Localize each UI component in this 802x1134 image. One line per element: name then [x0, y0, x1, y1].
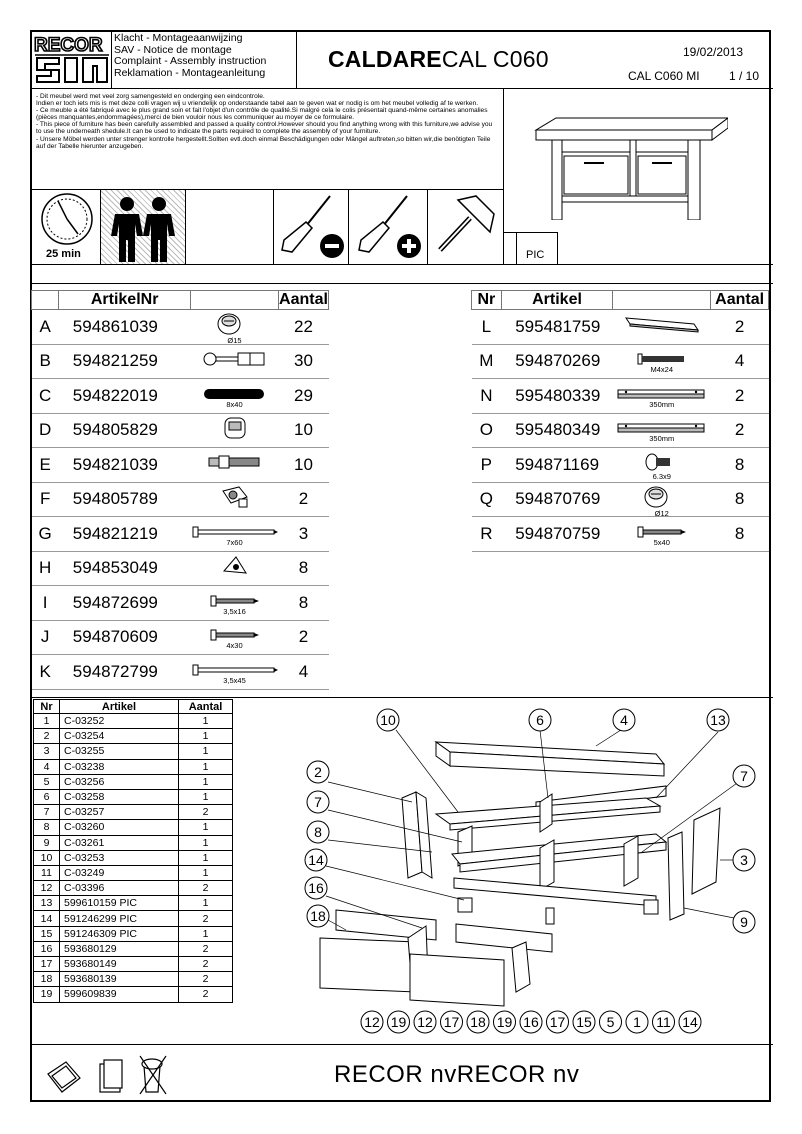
panel-row — [34, 850, 233, 865]
doc-type-fr: SAV - Notice de montage — [114, 43, 232, 56]
part-row — [472, 379, 769, 414]
part-number: 594805789 — [59, 482, 191, 517]
panel-quantity: 1 — [179, 820, 233, 835]
part-letter: K — [32, 655, 59, 690]
part-number: 595480339 — [501, 379, 613, 414]
part-letter: D — [32, 413, 59, 448]
cam-lock-icon — [215, 311, 255, 337]
callout-label: 9 — [740, 914, 748, 930]
panel-nr: 11 — [34, 865, 60, 880]
exploded-assembly-diagram — [236, 702, 766, 1038]
drawer-slide-icon — [616, 421, 708, 435]
panels-top-divider — [30, 697, 773, 698]
callout-label: 16 — [308, 880, 324, 896]
hammer-icon — [430, 192, 502, 262]
part-letter: A — [32, 310, 59, 345]
callout-label: 13 — [710, 712, 726, 728]
shelf-support-icon — [215, 414, 255, 442]
part-size-note: Ø15 — [227, 336, 242, 346]
panel-row — [34, 714, 233, 729]
panel-row — [34, 911, 233, 926]
panel-nr: 12 — [34, 881, 60, 896]
header-divider — [30, 88, 773, 89]
part-row — [472, 344, 769, 379]
title-bold: CALDARE — [328, 46, 442, 72]
assembly-time: 25 min — [46, 248, 81, 260]
part-row — [32, 379, 329, 414]
part-letter: O — [472, 413, 502, 448]
part-letter: P — [472, 448, 502, 483]
part-quantity: 8 — [711, 517, 769, 552]
cam-lock-icon — [642, 484, 682, 510]
preview-divider — [503, 88, 504, 264]
panel-quantity: 2 — [179, 805, 233, 820]
panel-article: C-03261 — [60, 835, 179, 850]
callout-label: 18 — [470, 1014, 486, 1030]
panel-article: C-03255 — [60, 744, 179, 759]
panel-quantity: 1 — [179, 865, 233, 880]
quality-notice — [36, 93, 498, 150]
panel-row — [34, 835, 233, 850]
document-date: 19/02/2013 — [683, 45, 744, 59]
part-row — [32, 586, 329, 621]
panel-nr: 10 — [34, 850, 60, 865]
callout-label: 17 — [443, 1014, 460, 1030]
part-letter: F — [32, 482, 59, 517]
notice-line: - Dit meubel werd met veel zorg samengesteld en onderging een eindcontrole. — [36, 93, 265, 100]
column-header: Aantal — [711, 291, 769, 310]
part-number: 594872799 — [59, 655, 191, 690]
callout-label: 19 — [390, 1014, 407, 1030]
part-number: 594805829 — [59, 413, 191, 448]
part-size-note: 350mm — [649, 399, 675, 409]
part-image — [191, 344, 279, 379]
panel-row — [34, 820, 233, 835]
panel-nr: 1 — [34, 714, 60, 729]
part-row — [32, 620, 329, 655]
panel-article: 593680139 — [60, 972, 179, 987]
panel-article: C-03254 — [60, 729, 179, 744]
title-light: CAL C060 — [441, 46, 549, 72]
recor-logo — [33, 32, 111, 86]
panel-nr: 5 — [34, 774, 60, 789]
panel-article: 591246299 PIC — [60, 911, 179, 926]
callout-label: 3 — [740, 852, 748, 868]
svg-text:RECOR: RECOR — [34, 35, 103, 56]
callout-label: 2 — [314, 764, 322, 780]
part-letter: J — [32, 620, 59, 655]
part-letter: E — [32, 448, 59, 483]
panel-row — [34, 957, 233, 972]
part-image — [191, 517, 279, 552]
part-quantity: 10 — [279, 448, 329, 483]
pic-divider — [557, 232, 558, 264]
callout-label: 6 — [536, 712, 544, 728]
part-row — [32, 551, 329, 586]
part-image — [191, 551, 279, 586]
footer-divider — [30, 1044, 773, 1045]
part-quantity: 2 — [279, 620, 329, 655]
panel-article: C-03256 — [60, 774, 179, 789]
panel-row — [34, 759, 233, 774]
part-image — [613, 344, 711, 379]
part-row — [32, 344, 329, 379]
panel-row — [34, 789, 233, 804]
panel-row — [34, 865, 233, 880]
connector-bolt-icon — [205, 454, 265, 470]
panel-quantity: 1 — [179, 850, 233, 865]
part-image — [191, 482, 279, 517]
callout-label: 7 — [314, 794, 322, 810]
hardware-table-right — [471, 290, 769, 552]
callout-label: 17 — [549, 1014, 566, 1030]
part-quantity: 8 — [279, 551, 329, 586]
notice-line: Indien er toch iets mis is met deze colli vragen wij u vriendelijk op onderstaande tabel aan te geven wat er nodig is om het meubel volledig af te werken. — [36, 100, 479, 108]
rail-icon — [622, 314, 702, 334]
panel-quantity: 1 — [179, 835, 233, 850]
panel-article: C-03258 — [60, 789, 179, 804]
panel-row — [34, 774, 233, 789]
callout-label: 7 — [740, 768, 748, 784]
panel-nr: 16 — [34, 941, 60, 956]
part-size-note: 3,5x16 — [223, 606, 246, 616]
part-size-note: 350mm — [649, 434, 675, 444]
panel-quantity: 1 — [179, 926, 233, 941]
panel-quantity: 2 — [179, 941, 233, 956]
wall-bracket-icon — [215, 483, 255, 511]
panel-row — [34, 926, 233, 941]
part-row — [32, 655, 329, 690]
part-quantity: 4 — [279, 655, 329, 690]
part-size-note: 7x60 — [226, 537, 243, 547]
screw-icon — [209, 628, 261, 642]
part-number: 594822019 — [59, 379, 191, 414]
panel-row — [34, 805, 233, 820]
panel-article: C-03249 — [60, 865, 179, 880]
callout-label: 15 — [576, 1014, 592, 1030]
part-quantity: 2 — [711, 413, 769, 448]
logo-divider — [111, 30, 112, 88]
cam-bolt-icon — [202, 350, 268, 368]
tool-divider — [185, 189, 186, 264]
part-quantity: 3 — [279, 517, 329, 552]
panel-article: 599609839 — [60, 987, 179, 1002]
part-image — [191, 379, 279, 414]
panel-quantity: 1 — [179, 729, 233, 744]
part-quantity: 8 — [711, 482, 769, 517]
panel-row — [34, 941, 233, 956]
packaging-disposal-icons — [44, 1052, 174, 1096]
panel-quantity: 1 — [179, 774, 233, 789]
column-header: Nr — [34, 700, 60, 714]
hardware-table-left — [31, 290, 329, 690]
part-image — [191, 310, 279, 345]
part-number: 594870609 — [59, 620, 191, 655]
part-number: 594861039 — [59, 310, 191, 345]
panel-article: C-03253 — [60, 850, 179, 865]
panel-nr: 14 — [34, 911, 60, 926]
panel-quantity: 1 — [179, 789, 233, 804]
column-header: Aantal — [179, 700, 233, 714]
part-image — [613, 310, 711, 345]
doc-type-en: Complaint - Assembly instruction — [114, 55, 267, 67]
callout-label: 8 — [314, 824, 322, 840]
flat-screwdriver-icon — [276, 192, 348, 262]
column-header — [32, 291, 59, 310]
part-number: 594821219 — [59, 517, 191, 552]
part-quantity: 2 — [279, 482, 329, 517]
panel-nr: 6 — [34, 789, 60, 804]
screw-icon — [636, 525, 688, 539]
part-letter: B — [32, 344, 59, 379]
panel-row — [34, 972, 233, 987]
panel-article: C-03396 — [60, 881, 179, 896]
part-image — [613, 517, 711, 552]
part-letter: M — [472, 344, 502, 379]
part-image — [613, 413, 711, 448]
tool-divider — [427, 189, 428, 264]
column-header — [613, 291, 711, 310]
panel-nr: 3 — [34, 744, 60, 759]
part-row — [32, 482, 329, 517]
panel-article: C-03238 — [60, 759, 179, 774]
long-screw-icon — [191, 525, 279, 539]
part-row — [32, 310, 329, 345]
part-image — [613, 482, 711, 517]
part-size-note: 4x30 — [226, 641, 243, 651]
notice-line: - Unsere Möbel werden unter strenger kontrolle hergestellt.Sollten evtl.doch einmal Beschädigungen oder Mängel auftreten,so bitten wir,die benötigten Teile auf der Tabelle hierunter anzugeben. — [36, 135, 491, 150]
document-code: CAL C060 MI — [628, 69, 700, 83]
part-letter: L — [472, 310, 502, 345]
panel-row — [34, 987, 233, 1002]
part-number: 595480349 — [501, 413, 613, 448]
panel-article: 593680149 — [60, 957, 179, 972]
tool-divider — [348, 189, 349, 264]
column-header: ArtikelNr — [59, 291, 191, 310]
part-size-note: 3,5x45 — [223, 675, 246, 685]
part-quantity: 2 — [711, 379, 769, 414]
panel-row — [34, 744, 233, 759]
part-image — [191, 620, 279, 655]
part-number: 594870769 — [501, 482, 613, 517]
drawer-slide-icon — [616, 387, 708, 401]
part-number: 594821039 — [59, 448, 191, 483]
long-screw-icon — [191, 663, 279, 677]
panel-quantity: 1 — [179, 744, 233, 759]
two-persons-icon — [101, 190, 185, 264]
part-quantity: 29 — [279, 379, 329, 414]
panel-nr: 2 — [34, 729, 60, 744]
part-quantity: 10 — [279, 413, 329, 448]
callout-label: 11 — [656, 1014, 671, 1030]
part-image — [191, 413, 279, 448]
part-letter: G — [32, 517, 59, 552]
part-letter: I — [32, 586, 59, 621]
panel-nr: 8 — [34, 820, 60, 835]
part-letter: R — [472, 517, 502, 552]
part-image — [191, 586, 279, 621]
column-header: Artikel — [60, 700, 179, 714]
part-row — [472, 482, 769, 517]
machine-screw-icon — [636, 352, 688, 366]
panel-row — [34, 881, 233, 896]
phillips-screwdriver-icon — [351, 192, 425, 262]
part-image — [191, 448, 279, 483]
part-number: 594853049 — [59, 551, 191, 586]
callout-label: 12 — [364, 1014, 380, 1030]
table-header-row — [472, 291, 769, 310]
panel-quantity: 1 — [179, 714, 233, 729]
panel-quantity: 2 — [179, 911, 233, 926]
part-number: 594872699 — [59, 586, 191, 621]
column-header: Nr — [472, 291, 502, 310]
part-letter: Q — [472, 482, 502, 517]
corner-plate-icon — [218, 553, 252, 579]
callout-label: 16 — [523, 1014, 539, 1030]
panel-article: 593680129 — [60, 941, 179, 956]
callout-label: 19 — [496, 1014, 513, 1030]
part-size-note: 8x40 — [226, 399, 243, 409]
table-header-row — [34, 700, 233, 714]
part-quantity: 22 — [279, 310, 329, 345]
panel-article: C-03257 — [60, 805, 179, 820]
panel-quantity: 1 — [179, 896, 233, 911]
clock-icon — [36, 192, 98, 252]
callout-label: 14 — [308, 852, 324, 868]
panel-article: 599610159 PIC — [60, 896, 179, 911]
document-types — [114, 33, 266, 79]
panel-nr: 4 — [34, 759, 60, 774]
part-row — [472, 310, 769, 345]
part-size-note: M4x24 — [650, 365, 674, 375]
panel-nr: 13 — [34, 896, 60, 911]
parts-top-divider — [30, 283, 773, 284]
part-letter: C — [32, 379, 59, 414]
column-header: Aantal — [279, 291, 328, 308]
part-image — [613, 379, 711, 414]
pic-label: PIC — [526, 249, 545, 261]
screw-icon — [209, 594, 261, 608]
part-row — [32, 448, 329, 483]
panel-article: 591246309 PIC — [60, 926, 179, 941]
part-size-note: 5x40 — [653, 537, 670, 547]
part-image — [191, 655, 279, 690]
callout-label: 12 — [417, 1014, 433, 1030]
part-image — [613, 448, 711, 483]
part-size-note: 6.3x9 — [652, 472, 671, 482]
panel-quantity: 1 — [179, 759, 233, 774]
panel-nr: 17 — [34, 957, 60, 972]
part-number: 594821259 — [59, 344, 191, 379]
pic-top-line — [503, 232, 557, 233]
panel-list-table — [33, 699, 233, 1003]
panel-nr: 9 — [34, 835, 60, 850]
panel-nr: 15 — [34, 926, 60, 941]
part-number: 594870759 — [501, 517, 613, 552]
tool-divider — [273, 189, 274, 264]
part-row — [472, 448, 769, 483]
panel-quantity: 2 — [179, 881, 233, 896]
part-quantity: 2 — [711, 310, 769, 345]
part-quantity: 30 — [279, 344, 329, 379]
part-row — [472, 517, 769, 552]
column-header: Artikel — [501, 291, 613, 310]
part-row — [472, 413, 769, 448]
part-row — [32, 517, 329, 552]
panel-row — [34, 896, 233, 911]
callout-label: 14 — [682, 1014, 698, 1030]
furniture-preview-image — [526, 108, 728, 220]
euro-screw-icon — [642, 451, 682, 473]
table-header-row — [32, 291, 329, 310]
notice-line: - Ce meuble a été fabriqué avec le plus grand soin et fait l'objet d'un contrôle de qualité.Si malgré cela le colis présentait quand-même certaines anomalies (pièces manquantes,endommagées),merci de bien vouloir nous les communiquer au moyer de ce formulaire. — [36, 107, 488, 122]
panel-quantity: 2 — [179, 987, 233, 1002]
part-size-note: Ø12 — [654, 508, 669, 518]
panel-quantity: 2 — [179, 972, 233, 987]
panel-nr: 18 — [34, 972, 60, 987]
callout-label: 4 — [620, 712, 628, 728]
notice-line: - This piece of furniture has been carefully assembled and passed a quality control.However should you find anything wrong with this furniture,we advise you to use the underneath shedule.It can be used to indicate the parts required to complete the assembly of your furniture. — [36, 121, 493, 136]
part-number: 594871169 — [501, 448, 613, 483]
panel-row — [34, 729, 233, 744]
part-quantity: 4 — [711, 344, 769, 379]
callout-label: 5 — [606, 1014, 615, 1030]
part-number: 594870269 — [501, 344, 613, 379]
page-number: 1 / 10 — [729, 69, 760, 83]
panel-article: C-03252 — [60, 714, 179, 729]
tools-bottom-divider — [30, 264, 773, 265]
wood-dowel-icon — [202, 387, 268, 401]
company-brand: RECOR nvRECOR nv — [334, 1061, 580, 1088]
part-quantity: 8 — [711, 448, 769, 483]
part-letter: H — [32, 551, 59, 586]
panel-quantity: 2 — [179, 957, 233, 972]
callout-label: 18 — [310, 908, 326, 924]
document-title — [328, 46, 549, 73]
panel-article: C-03260 — [60, 820, 179, 835]
part-row — [32, 413, 329, 448]
part-quantity: 8 — [279, 586, 329, 621]
panel-nr: 19 — [34, 987, 60, 1002]
doc-type-de: Reklamation - Montageanleitung — [114, 66, 266, 79]
pic-divider — [516, 232, 517, 264]
callout-label: 10 — [380, 712, 396, 728]
part-number: 595481759 — [501, 310, 613, 345]
panel-nr: 7 — [34, 805, 60, 820]
column-header — [191, 291, 279, 310]
doc-type-divider — [296, 30, 297, 88]
callout-label: 1 — [633, 1014, 641, 1030]
doc-type-nl: Klacht - Montageaanwijzing — [114, 32, 243, 44]
part-letter: N — [472, 379, 502, 414]
